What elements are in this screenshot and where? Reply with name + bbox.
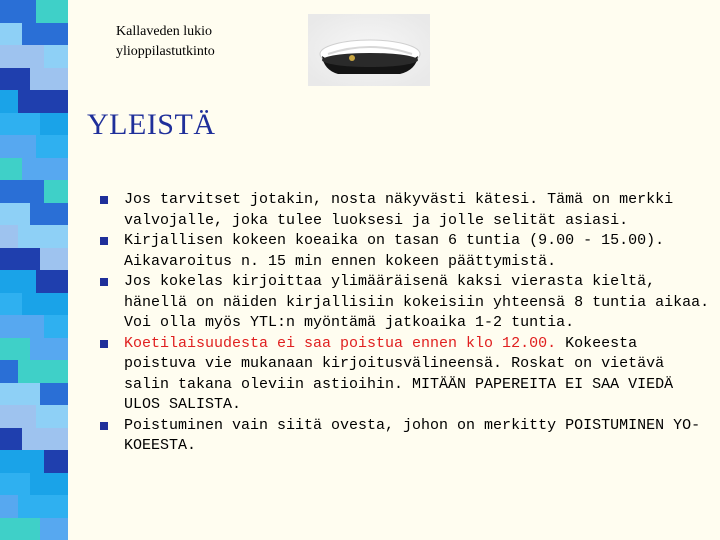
bullet-text: Kokeesta poistuva vie mukanaan kirjoitusvälineensä. Roskat on vietävä salin takana oleviin astioihin. MITÄÄN PAPEREITA EI SAA VIEDÄ ULOS SALISTA. <box>124 334 674 413</box>
stripe-tile <box>0 68 30 91</box>
stripe-tile <box>0 360 18 383</box>
stripe-tile <box>36 405 68 428</box>
stripe-row <box>0 23 68 46</box>
stripe-row <box>0 113 68 136</box>
stripe-tile <box>44 450 68 473</box>
list-item <box>100 416 710 457</box>
stripe-tile <box>0 248 40 271</box>
stripe-tile <box>18 90 68 113</box>
stripe-tile <box>30 68 68 91</box>
stripe-tile <box>30 473 68 496</box>
stripe-row <box>0 45 68 68</box>
stripe-row <box>0 248 68 271</box>
stripe-tile <box>36 270 68 293</box>
stripe-tile <box>36 135 68 158</box>
stripe-tile <box>36 0 68 23</box>
stripe-row <box>0 68 68 91</box>
stripe-row <box>0 270 68 293</box>
stripe-tile <box>22 428 68 451</box>
stripe-tile <box>0 518 40 540</box>
stripe-tile <box>0 338 30 361</box>
stripe-row <box>0 315 68 338</box>
stripe-row <box>0 180 68 203</box>
stripe-tile <box>0 45 44 68</box>
graduation-cap-image <box>308 14 430 86</box>
bullet-marker <box>100 237 108 245</box>
stripe-row <box>0 450 68 473</box>
stripe-tile <box>0 0 36 23</box>
stripe-tile <box>22 23 68 46</box>
exam-name: ylioppilastutkinto <box>116 44 215 59</box>
list-item <box>100 334 710 416</box>
stripe-tile <box>0 135 36 158</box>
stripe-tile <box>18 495 68 518</box>
stripe-tile <box>0 158 22 181</box>
stripe-tile <box>22 293 68 316</box>
stripe-tile <box>0 473 30 496</box>
stripe-row <box>0 135 68 158</box>
stripe-row <box>0 158 68 181</box>
list-item <box>100 272 710 334</box>
bullet-marker <box>100 340 108 348</box>
stripe-tile <box>0 90 18 113</box>
bullet-list <box>100 190 710 457</box>
stripe-row <box>0 0 68 23</box>
stripe-tile <box>0 23 22 46</box>
stripe-row <box>0 495 68 518</box>
header-text <box>116 22 215 62</box>
stripe-tile <box>0 225 18 248</box>
stripe-row <box>0 360 68 383</box>
decorative-stripe <box>0 0 68 540</box>
stripe-row <box>0 90 68 113</box>
stripe-tile <box>0 270 36 293</box>
stripe-tile <box>0 293 22 316</box>
page-title: YLEISTÄ <box>87 108 216 141</box>
stripe-tile <box>0 113 40 136</box>
stripe-row <box>0 473 68 496</box>
bullet-marker <box>100 196 108 204</box>
stripe-row <box>0 338 68 361</box>
school-name: Kallaveden lukio <box>116 24 213 39</box>
stripe-tile <box>22 158 68 181</box>
bullet-text: Jos kokelas kirjoittaa ylimääräisenä kaksi vierasta kieltä, hänellä on näiden kirjallisiin kokeisiin yhteensä 8 tuntia aikaa. Voi olla myös YTL:n myöntämä jatkoaika 1-2 tuntia. <box>124 273 710 331</box>
stripe-tile <box>0 203 30 226</box>
stripe-tile <box>0 428 22 451</box>
stripe-row <box>0 518 68 540</box>
stripe-tile <box>30 338 68 361</box>
stripe-row <box>0 383 68 406</box>
stripe-tile <box>18 360 68 383</box>
bullet-highlight-text: Koetilaisuudesta ei saa poistua ennen klo 12.00. <box>124 334 557 352</box>
bullet-marker <box>100 278 108 286</box>
stripe-tile <box>44 45 68 68</box>
bullet-text: Jos tarvitset jotakin, nosta näkyvästi kätesi. Tämä on merkki valvojalle, joka tulee luoksesi ja jolle selität asiasi. <box>124 191 674 229</box>
stripe-tile <box>0 405 36 428</box>
bullet-text: Poistuminen vain siitä ovesta, johon on merkitty POISTUMINEN YO-KOEESTA. <box>124 416 701 454</box>
bullet-text: Kirjallisen kokeen koeaika on tasan 6 tuntia (9.00 - 15.00). Aikavaroitus n. 15 min ennen kokeen päättymistä. <box>124 232 665 270</box>
stripe-tile <box>40 113 68 136</box>
stripe-row <box>0 428 68 451</box>
stripe-tile <box>18 225 68 248</box>
stripe-row <box>0 293 68 316</box>
stripe-row <box>0 225 68 248</box>
stripe-tile <box>0 315 44 338</box>
stripe-tile <box>44 180 68 203</box>
stripe-tile <box>0 383 40 406</box>
stripe-tile <box>0 180 44 203</box>
stripe-tile <box>40 248 68 271</box>
stripe-row <box>0 405 68 428</box>
stripe-tile <box>40 518 68 540</box>
list-item <box>100 231 710 272</box>
bullet-marker <box>100 422 108 430</box>
stripe-tile <box>30 203 68 226</box>
list-item <box>100 190 710 231</box>
stripe-tile <box>44 315 68 338</box>
stripe-row <box>0 203 68 226</box>
stripe-tile <box>0 495 18 518</box>
stripe-tile <box>40 383 68 406</box>
stripe-tile <box>0 450 44 473</box>
